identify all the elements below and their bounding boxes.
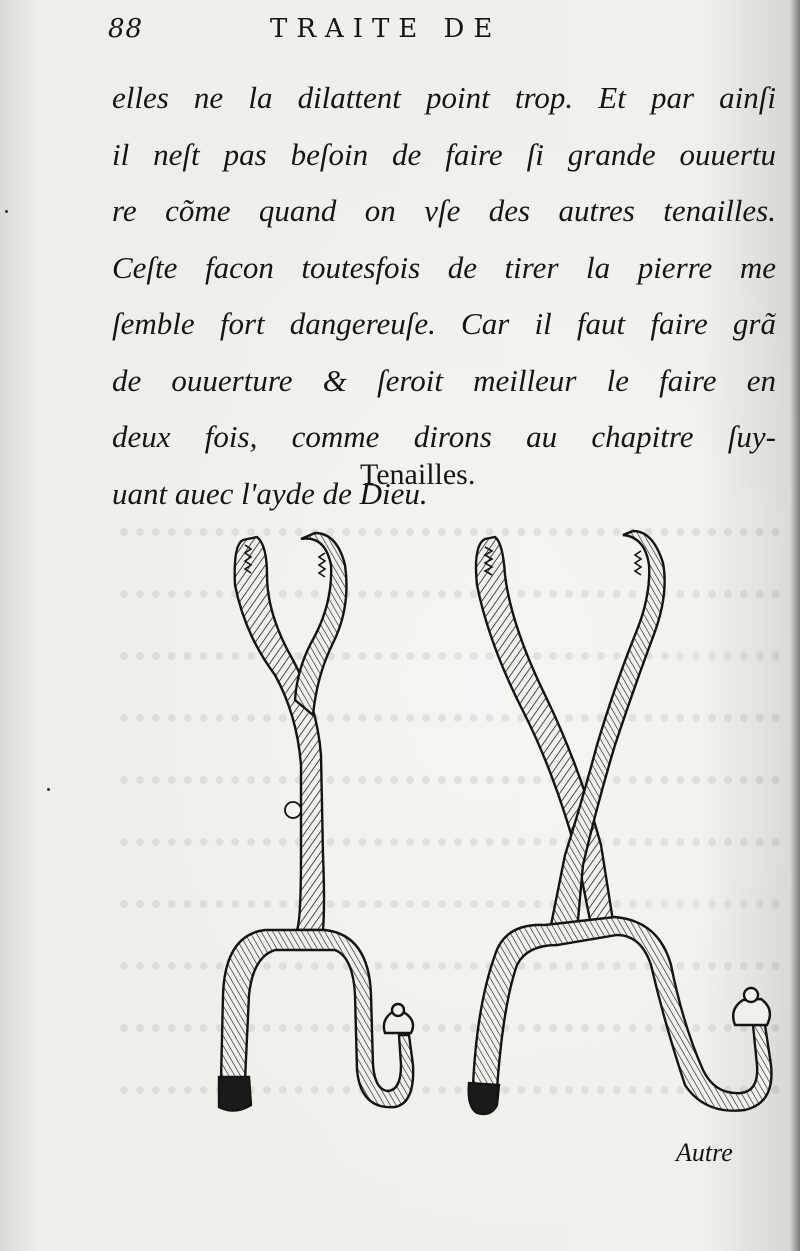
text-line: ſemble fort dangereuſe. Car il faut faire grã (112, 306, 776, 341)
tenailles-woodcut (205, 525, 790, 1125)
right-tongs (469, 531, 772, 1114)
catchword: Autre (676, 1138, 733, 1167)
left-tongs (219, 533, 413, 1111)
text-line: il neſt pas beſoin de faire ſi grande ouuertu (112, 136, 776, 172)
text-line: de ouuerture & ſeroit meilleur le faire en (112, 362, 776, 398)
page-edge-shadow (790, 0, 800, 1251)
text-line: re cõme quand on vſe des autres tenailles. (112, 193, 776, 228)
text-line: elles ne la dilattent point trop. Et par ainſi (112, 80, 776, 115)
text-line: Ceſte facon toutesfois de tirer la pierre me (112, 249, 776, 285)
page-header (108, 14, 578, 50)
margin-speck (47, 788, 50, 791)
page-number: 88 (108, 14, 144, 44)
text-line: deux fois, comme dirons au chapitre ſuy- (112, 419, 776, 454)
text-line: uant auec l'ayde de Dieu. (112, 475, 428, 511)
body-text (112, 70, 776, 522)
figure-heading: Tenailles. (360, 458, 476, 491)
margin-speck (5, 210, 8, 213)
running-title: TRAITE DE (270, 14, 502, 44)
